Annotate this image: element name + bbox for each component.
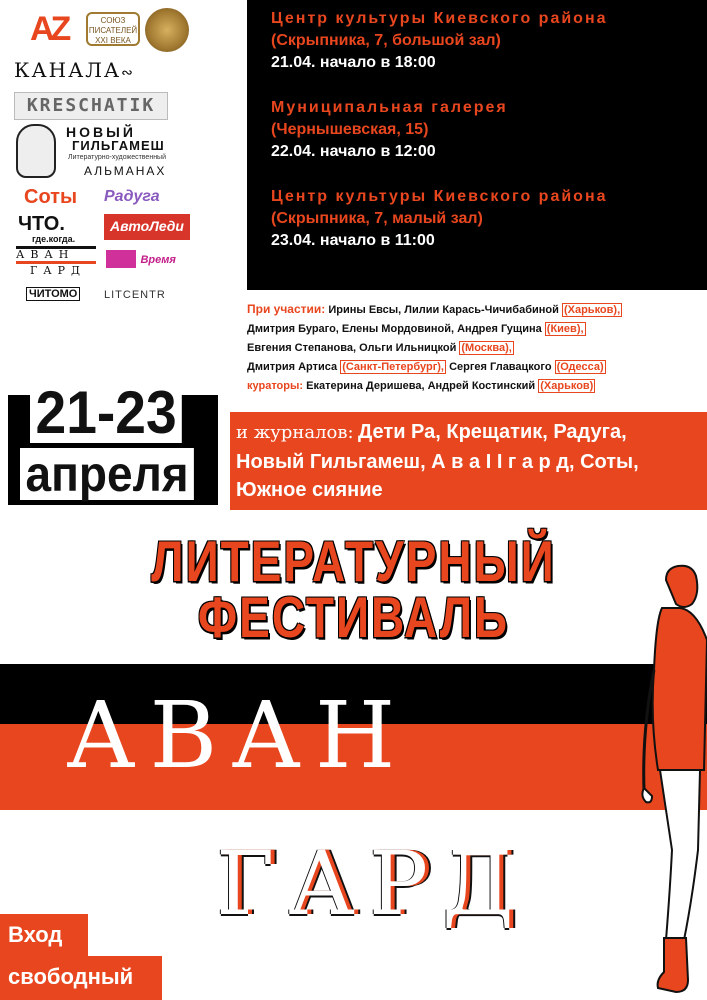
avtoledi-logo [104,214,190,240]
venue-name: Центр культуры Киевского района [271,188,608,205]
participants-line [247,320,707,339]
litcentr-logo-text: LITCENTR [104,289,166,301]
journals-text [236,418,639,504]
raduga-logo [104,188,160,206]
participants-names: Евгения Степанова, Ольги Ильницкой [247,342,457,354]
venue-address: (Скрыпника, 7, большой зал) [271,32,501,49]
chto-logo-text: ЧТО. [18,213,65,235]
participants-names: Ирины Евсы, Лилии Карась-Чичибабиной [328,304,559,316]
participants-line [247,300,707,320]
litcentr-logo [104,285,166,303]
entry-line1: Вход [8,922,63,947]
participants-block [247,300,707,396]
raduga-logo-text: Радуга [104,188,160,205]
venue-2 [271,97,508,163]
souz-logo-text: СОЮЗ ПИСАТЕЛЕЙ XXI ВЕКА [88,16,138,45]
participants-names: Сергея Главацкого [449,361,552,373]
avan-title: АВАН [66,682,410,789]
festival-title-line2: ФЕСТИВАЛЬ [197,584,510,650]
kreschatik-logo [14,92,168,120]
participants-city: (Харьков), [563,304,621,316]
vremya-logo-text: Время [140,254,176,267]
participants-city: (Киев), [546,323,584,335]
novyi-text: НОВЫЙ [66,124,136,140]
soty-logo [24,186,77,209]
venue-address: (Чернышевская, 15) [271,121,429,138]
az-logo-text: AZ [30,10,68,48]
festival-title-line1: ЛИТЕРАТУРНЫЙ [151,528,556,594]
souz-logo [86,12,140,46]
emblem-icon [145,8,189,52]
avtoledi-logo-text: АвтоЛеди [110,218,184,234]
gard-logo-text: ГАРД [30,264,86,277]
participants-label: При участии: [247,302,326,316]
venue-name: Муниципальная галерея [271,99,508,116]
participants-city: (Одесса) [556,361,604,373]
kanala-logo: КАНАЛА∾ [14,58,133,82]
date-month: апреля [20,448,194,500]
kreschatik-logo-text: KRESCHATIK [26,95,156,116]
participants-city: (Москва), [461,342,512,354]
gilgamesh-logo [14,124,166,180]
curators-label: кураторы: [247,380,304,392]
venue-name: Центр культуры Киевского района [271,10,608,27]
walking-figure [596,560,707,1000]
participants-city: (Санкт-Петербург), [342,361,444,373]
venue-time: 22.04. начало в 12:00 [271,143,436,160]
entry-line2: свободный [8,964,134,989]
chitomo-logo-text: ЧИТОМО [26,287,80,301]
venue-3 [271,186,608,252]
journals-line: Южное сияние [236,479,383,501]
gilgamesh-text: ГИЛЬГАМЕШ [72,138,165,153]
az-logo [30,10,70,50]
participants-names: Дмитрия Артиса [247,361,338,373]
avan-logo-text: АВАН [16,248,75,261]
chitomo-logo [26,284,80,302]
venue-1 [271,8,608,74]
curators-names: Екатерина Деришева, Андрей Костинский [306,380,536,392]
chto-sub-text: где.когда. [32,234,76,244]
vremya-icon [106,250,136,268]
kanala-logo-text: КАНАЛА [14,58,122,82]
journals-line: Новый Гильгамеш, А в а I I г а р д, Соты, [236,451,639,473]
chto-logo [18,214,98,244]
journals-prefix: и журналов: [236,422,354,443]
venue-address: (Скрыпника, 7, малый зал) [271,210,483,227]
vremya-logo [106,250,176,268]
participants-names: Дмитрия Бураго, Елены Мордовиной, Андрея Гущина [247,323,542,335]
soty-logo-text: Соты [24,186,78,208]
avangard-logo [16,246,96,277]
journals-line: Дети Ра, Крещатик, Радуга, [358,421,627,443]
mask-icon [16,124,56,178]
venue-time: 21.04. начало в 18:00 [271,54,436,71]
curators-city: (Харьков) [540,380,594,392]
participants-line [247,358,707,377]
almanah-sub-text: Литературно-художественный [68,154,166,161]
date-range: 21-23 [30,383,182,443]
curators-line [247,377,707,396]
venues-box [247,0,707,290]
venue-time: 23.04. начало в 11:00 [271,232,435,249]
almanah-text: АЛЬМАНАХ [84,164,167,178]
gard-title: ГАРД [216,832,528,935]
participants-line [247,339,707,358]
